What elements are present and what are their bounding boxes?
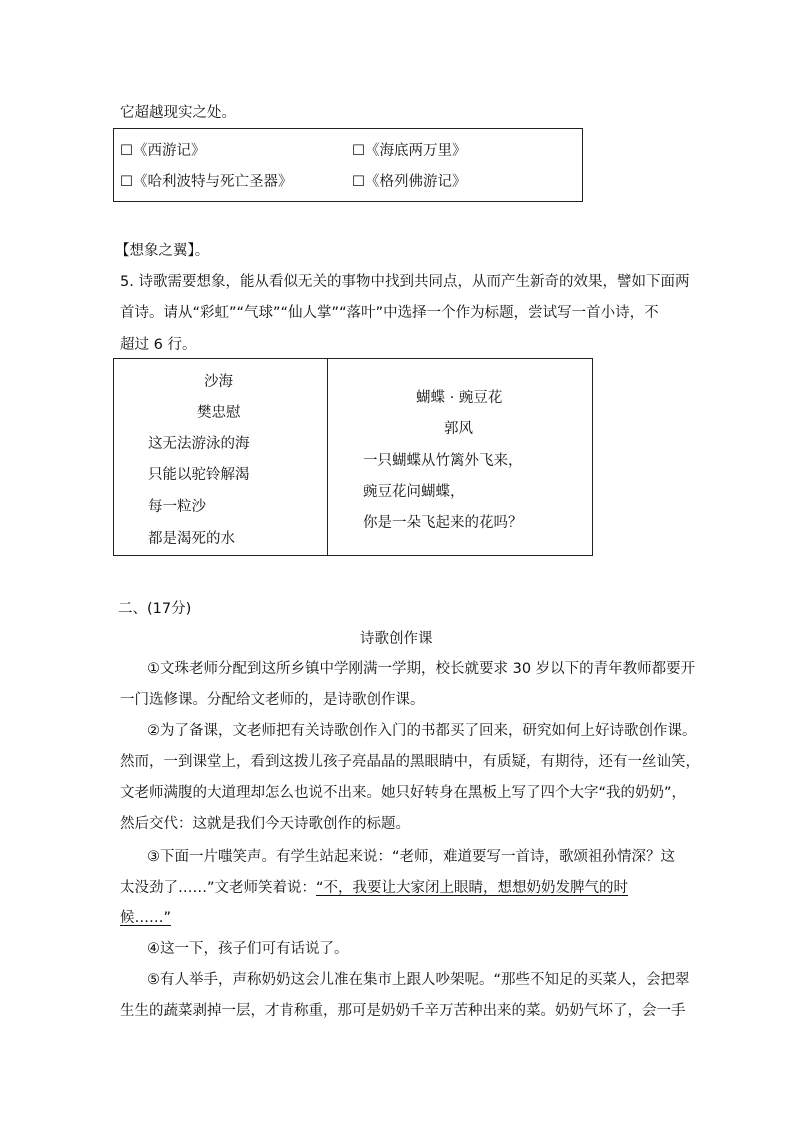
option-gulliver[interactable] (352, 170, 467, 191)
paragraph-2-line4: 然后交代：这就是我们今天诗歌创作的标题。 (120, 816, 410, 832)
poem-left-line: 都是渴死的水 (148, 531, 235, 547)
section-heading: 【想象之翼】。 (115, 243, 210, 259)
paragraph-3-plain: 太没劲了……”文老师笑着说： (120, 880, 317, 896)
poem-left-line: 只能以驼铃解渴 (148, 467, 250, 483)
underlined-quote-end: 候……” (120, 910, 172, 926)
option-harry-potter[interactable] (120, 170, 293, 191)
question5-line1: 5. 诗歌需要想象，能从看似无关的事物中找到共同点，从而产生新奇的效果，譬如下面两 (120, 274, 690, 290)
question5-line3: 超过 6 行。 (120, 337, 197, 353)
option-haidi[interactable] (352, 139, 467, 160)
checkbox-icon[interactable]: ☐ (120, 143, 133, 159)
paragraph-2-line2: 然而，一到课堂上，看到这拨儿孩子亮晶晶的黑眼睛中，有质疑，有期待，还有一丝讪笑， (120, 754, 700, 770)
paragraph-2-line1: ②为了备课，文老师把有关诗歌创作入门的书都买了回来，研究如何上好诗歌创作课。 (147, 723, 697, 739)
paragraph-3-line2 (120, 876, 628, 897)
paragraph-3-line1: ③下面一片嗤笑声。有学生站起来说：“老师，难道要写一首诗，歌颂祖孙情深？这 (147, 849, 676, 865)
underlined-quote: “不，我要让大家闭上眼睛，想想奶奶发脾气的时 (316, 880, 629, 896)
option-label: 《西游记》 (133, 143, 206, 159)
checkbox-icon[interactable]: ☐ (352, 174, 365, 190)
poem-left-title: 沙海 (204, 374, 233, 390)
poem-left-author: 樊忠慰 (197, 405, 241, 421)
poem-right-line: 一只蝴蝶从竹篱外飞来， (363, 453, 523, 469)
poem-right-line: 豌豆花问蝴蝶， (363, 484, 465, 500)
poem-left-line: 这无法游泳的海 (148, 436, 250, 452)
checkbox-icon[interactable]: ☐ (120, 174, 133, 190)
paragraph-3-line3 (120, 906, 171, 927)
poem-left-line: 每一粒沙 (148, 499, 206, 515)
paragraph-5-line1: ⑤有人举手，声称奶奶这会儿准在集市上跟人吵架呢。“那些不知足的买菜人，会把翠 (147, 972, 690, 988)
option-xiyouji[interactable] (120, 139, 206, 160)
paragraph-1-line2: 一门选修课。分配给文老师的，是诗歌创作课。 (120, 692, 425, 708)
intro-line: 它超越现实之处。 (120, 105, 236, 121)
poem-right-title: 蝴蝶 · 豌豆花 (416, 390, 503, 406)
option-label: 《哈利波特与死亡圣器》 (133, 174, 293, 190)
checkbox-icon[interactable]: ☐ (352, 143, 365, 159)
option-label: 《海底两万里》 (365, 143, 467, 159)
paragraph-1-line1: ①文珠老师分配到这所乡镇中学刚满一学期，校长就要求 30 岁以下的青年教师都要开 (147, 661, 696, 677)
paragraph-4: ④这一下，孩子们可有话说了。 (147, 941, 349, 957)
paragraph-2-line3: 文老师满腹的大道理却怎么也说不出来。她只好转身在黑板上写了四个大字“我的奶奶”， (120, 785, 687, 801)
paragraph-5-line2: 生生的蔬菜剥掉一层，才肯称重，那可是奶奶千辛万苦种出来的菜。奶奶气坏了，会一手 (120, 1003, 686, 1019)
poem-table-divider (327, 358, 328, 556)
article-title: 诗歌创作课 (360, 631, 433, 647)
section2-heading: 二、(17分) (118, 601, 192, 617)
poem-right-line: 你是一朵飞起来的花吗？ (363, 515, 523, 531)
poem-right-author: 郭风 (444, 421, 473, 437)
question5-line2: 首诗。请从“彩虹”“气球”“仙人掌”“落叶”中选择一个作为标题，尝试写一首小诗，不 (120, 305, 659, 321)
option-label: 《格列佛游记》 (365, 174, 467, 190)
